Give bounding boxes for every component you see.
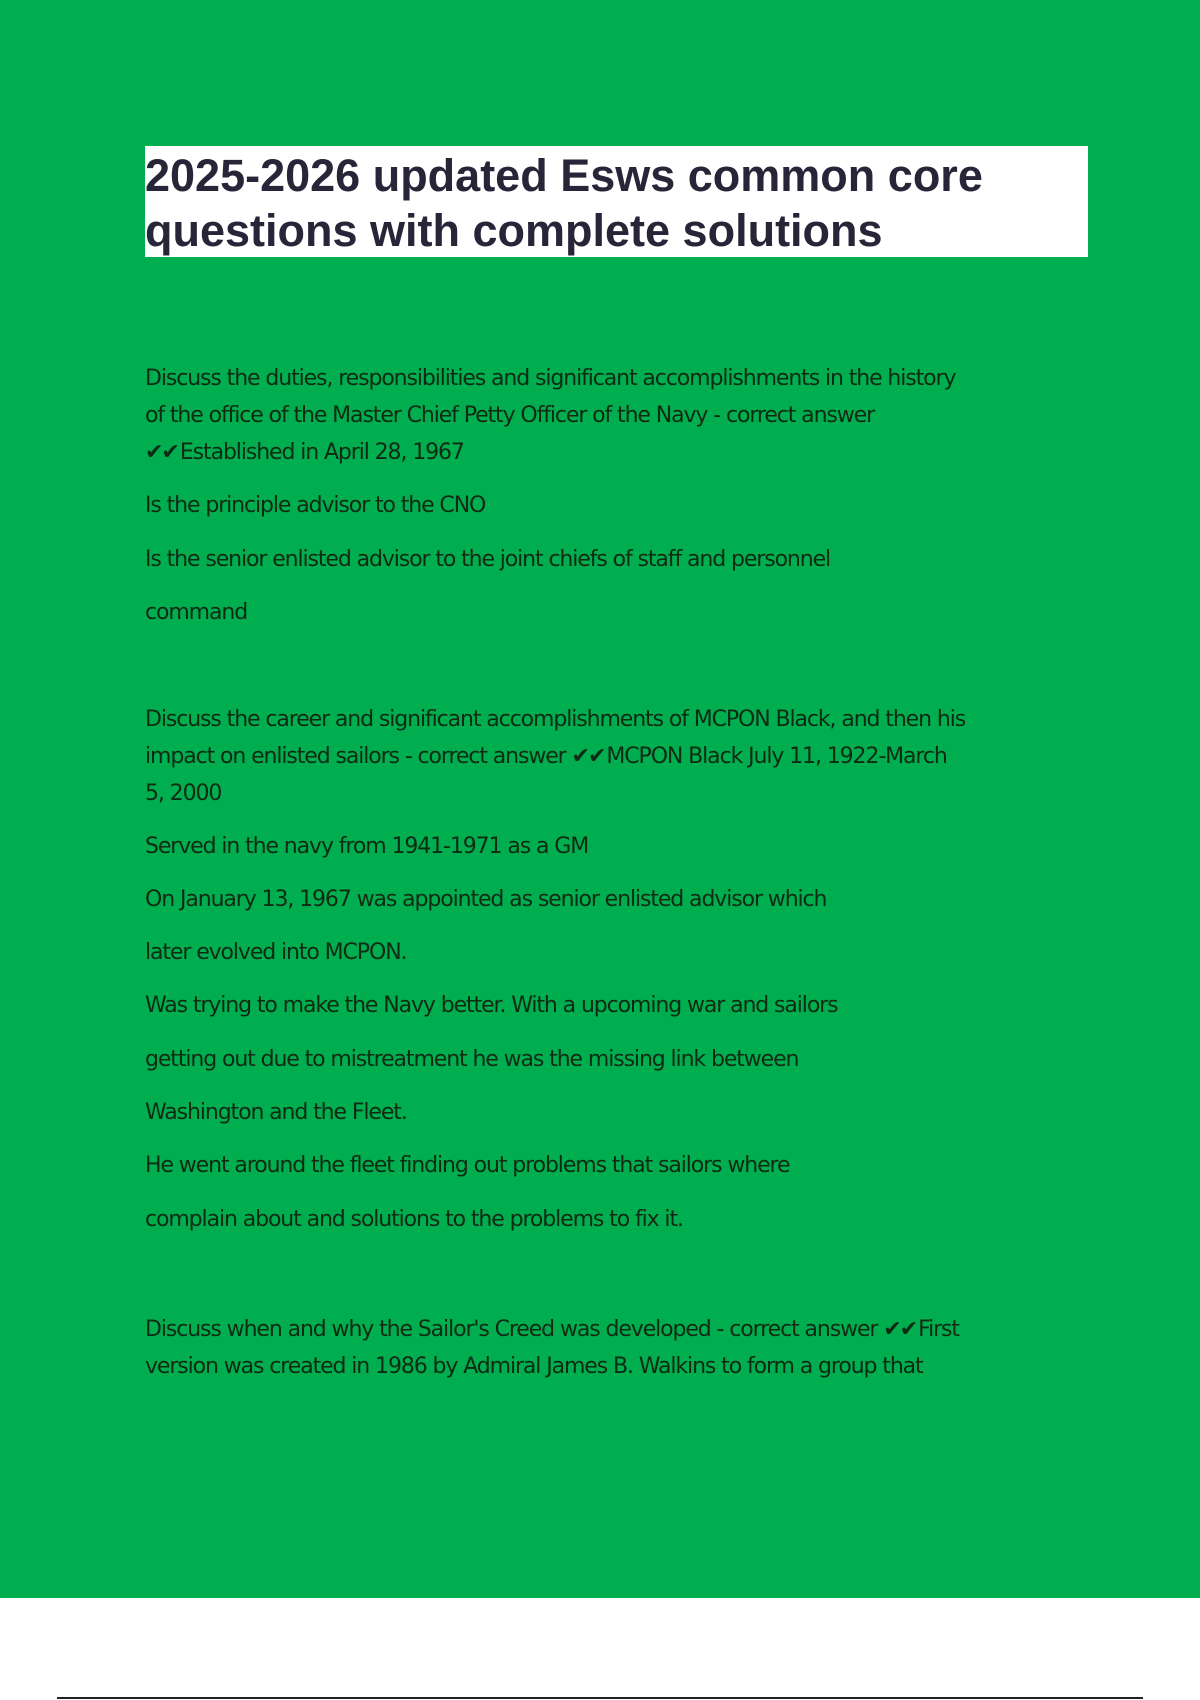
question-1-line-2: of the office of the Master Chief Petty Officer of the Navy - correct answer [145,403,875,428]
question-2-line-2 [145,744,947,769]
answer-1-first-line [145,440,464,465]
answer-1-line: command [145,600,248,625]
answer-1-line: Is the principle advisor to the CNO [145,493,486,518]
answer-2-line: getting out due to mistreatment he was the missing link between [145,1047,799,1072]
question-1-line-1: Discuss the duties, responsibilities and significant accomplishments in the history [145,366,956,391]
footer-divider [57,1697,1143,1699]
answer-1-line: Is the senior enlisted advisor to the joint chiefs of staff and personnel [145,547,831,572]
double-check-icon: ✔✔ [883,1317,917,1342]
answer-3-continuation: version was created in 1986 by Admiral James B. Walkins to form a group that [145,1354,923,1379]
document-title-box [145,146,1088,257]
question-2-text: impact on enlisted sailors - correct answer [145,744,572,769]
answer-2-line: He went around the fleet finding out problems that sailors where [145,1153,790,1178]
double-check-icon: ✔✔ [145,440,178,465]
answer-2-line: later evolved into MCPON. [145,940,407,965]
double-check-icon: ✔✔ [571,744,605,769]
answer-2-continuation: 5, 2000 [145,781,222,806]
answer-2-line: complain about and solutions to the problems to fix it. [145,1207,683,1232]
document-title-line-2: questions with complete solutions [145,205,883,256]
answer-1-text: Established in April 28, 1967 [179,440,464,465]
answer-2-line: Served in the navy from 1941-1971 as a GM [145,834,589,859]
answer-2-line: On January 13, 1967 was appointed as senior enlisted advisor which [145,887,827,912]
answer-3-text: First [918,1317,959,1342]
answer-2-text: MCPON Black July 11, 1922-March [606,744,947,769]
answer-2-line: Washington and the Fleet. [145,1100,407,1125]
answer-2-line: Was trying to make the Navy better. With a upcoming war and sailors [145,993,838,1018]
question-3-text: Discuss when and why the Sailor's Creed was developed - correct answer [145,1317,884,1342]
question-3-line-1 [145,1317,959,1342]
question-2-line-1: Discuss the career and significant accomplishments of MCPON Black, and then his [145,707,966,732]
document-title-line-1: 2025-2026 updated Esws common core [145,150,983,201]
